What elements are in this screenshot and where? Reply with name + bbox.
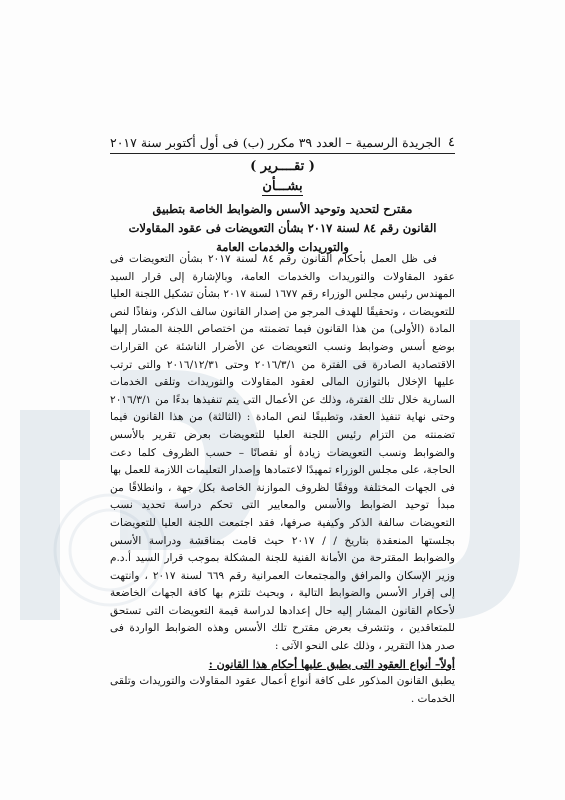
document-type: ( تقــــرير ) [250, 159, 315, 174]
headline-line-3: والتوريدات والخدمات العامة [216, 240, 349, 254]
page-header [110, 128, 455, 154]
running-head: الجريدة الرسمية – العدد ٣٩ مكرر (ب) فى أول أكتوبر سنة ٢٠١٧ [110, 135, 441, 150]
section-body: يطبق القانون المذكور على كافة أنواع أعمال عقود المقاولات والتوريدات وتلقى الخدمات . [110, 675, 455, 705]
document-body [110, 251, 455, 708]
title-block [110, 158, 455, 257]
page-number: ٤ [448, 135, 455, 150]
body-paragraph: فى ظل العمل بأحكام القانون رقم ٨٤ لسنة ٢٠١٧ بشأن التعويضات فى عقود المقاولات والتوريدات والخدمات العامة، وبالإشارة إلى قرار السيد المهندس رئيس مجلس الوزراء رقم ١٦٧٧ لسنة ٢٠١٧ بشأن تشكيل اللجنة العليا للتعويضات ، وتحقيقًا للهدف المرجو من إصدار القانون سالف الذكر، ونفاذًا لنص المادة (الأولى) من هذا القانون فيما تضمنته من اختصاص اللجنة المشار إليها بوضع أسس وضوابط ونسب التعويضات عن الأضرار الناشئة عن القرارات الاقتصادية الصادرة فى الفترة من ٢٠١٦/٣/١ وحتى ٢٠١٦/١٢/٣١ والتى ترتب عليها الإخلال بالتوازن المالى لعقود المقاولات والتوريدات وتلقى الخدمات السارية خلال تلك الفترة، وذلك عن الأعمال التى يتم تنفيذها بدءًا من ٢٠١٦/٣/١ وحتى نهاية تنفيذ العقد، وتطبيقًا لنص المادة : (الثالثة) من هذا القانون فيما تضمنته من التزام رئيس اللجنة العليا للتعويضات بعرض تقرير بالأسس والضوابط ونسب التعويضات زيادة أو نقصانًا – حسب الظروف كلما دعت الحاجة، على مجلس الوزراء تمهيدًا لاعتمادها وإصدار التعليمات اللازمة للعمل بها فى الجهات المختلفة ووفقًا لظروف الموازنة الخاصة بكل جهة ، وانطلاقًا من مبدأ توحيد الضوابط والأسس والمعايير التى تحكم دراسة تحديد نسب التعويضات سالفة الذكر وكيفية صرفها، فقد اجتمعت اللجنة العليا للتعويضات بجلستها المنعقدة بتاريخ / / ٢٠١٧ حيث قامت بمناقشة ودراسة الأسس والضوابط المقترحة من الأمانة الفنية للجنة المشكلة بموجب قرار السيد أ.د.م وزير الإسكان والمرافق والمجتمعات العمرانية رقم ٦٦٩ لسنة ٢٠١٧ ، وانتهت إلى إقرار الأسس والضوابط التالية ، وبحيث تلتزم بها كافة الجهات الخاضعة لأحكام القانون المشار إليه حال إعدادها لدراسة قيمة التعويضات التى تستحق للمتعاقدين ، وتتشرف بعرض مقترح تلك الأسس وهذه الضوابط الواردة فى صدر هذا التقرير ، وذلك على النحو الآتى : [110, 253, 456, 653]
headline-line-2: القانون رقم ٨٤ لسنة ٢٠١٧ بشأن التعويضات فى عقود المقاولات [128, 221, 437, 235]
headline-line-1: مقترح لتحديد وتوحيد الأسس والضوابط الخاصة بتطبيق [152, 202, 413, 216]
section-heading-text: أولاً– أنواع العقود التى يطبق عليها أحكام هذا القانون : [208, 657, 455, 671]
document-headline [110, 200, 455, 257]
section-heading [110, 656, 455, 674]
document-subject-label: بشـــأن [262, 179, 303, 194]
